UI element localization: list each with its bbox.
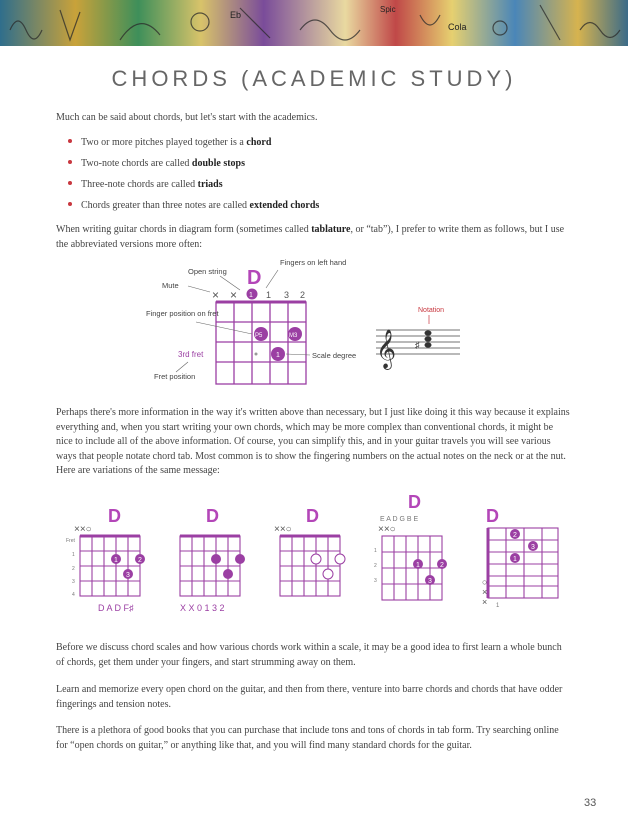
bullet-text: Three-note chords are called bbox=[81, 179, 198, 190]
bullet-text: Two-note chords are called bbox=[81, 158, 192, 169]
closing-paragraph-2: Learn and memorize every open chord on the guitar, and then from there, venture into barre chords and chords that have odder fingerings and tension notes. bbox=[56, 684, 563, 710]
explanation-paragraph: Perhaps there's more information in the way it's written above than necessary, but I just like doing it this way because it explains everything and, when you start writing your own chords, which may be more complex than conventional chords, it might be nice to include all of the above information. Of course, you can simplify this, and in your guitar travels you will see various ways that people notate chord tab. Most common is to show the fingering numbers on the actual notes on the neck or at the nut. Here are variations of the same message: bbox=[56, 407, 570, 476]
bullet-dot bbox=[68, 160, 72, 164]
variation-4 bbox=[374, 494, 447, 600]
variation-chord-name: D bbox=[108, 506, 121, 526]
fret-number: 3 bbox=[374, 578, 377, 584]
finger-num: 2 bbox=[513, 532, 517, 539]
finger-num: 3 bbox=[428, 578, 432, 585]
decorative-banner bbox=[0, 0, 628, 46]
banner-word-3: Spic bbox=[380, 5, 396, 14]
tab-paragraph bbox=[56, 223, 572, 252]
string-marks: ××○ bbox=[274, 524, 292, 535]
finger-num: 3 bbox=[126, 572, 130, 579]
variation-chord-name: D bbox=[206, 506, 219, 526]
banner-word-2: Cola bbox=[448, 22, 467, 32]
chord-name: D bbox=[247, 267, 262, 289]
bullet-bold: chord bbox=[246, 137, 272, 148]
variation-2 bbox=[180, 506, 245, 613]
page-title: CHORDS (ACADEMIC STUDY) bbox=[111, 66, 517, 91]
callout-fret-position: Fret position bbox=[154, 372, 196, 381]
bullet-text: Chords greater than three notes are called bbox=[81, 200, 250, 211]
finger-dot bbox=[223, 569, 233, 579]
finger-num: 3 bbox=[531, 544, 535, 551]
sharp-icon: ♯ bbox=[415, 340, 420, 350]
bullet-bold: triads bbox=[197, 179, 223, 190]
finger-num: 2 bbox=[440, 562, 444, 569]
open-dot bbox=[335, 554, 345, 564]
mute-mark: × bbox=[230, 288, 238, 302]
music-staff bbox=[376, 330, 460, 370]
finger-num: 1 bbox=[114, 557, 118, 564]
intro-text: Much can be said about chords, but let's start with the academics. bbox=[56, 112, 318, 123]
fret-marker bbox=[255, 353, 258, 356]
top-finger-num: 2 bbox=[300, 290, 306, 300]
notation-label: Notation bbox=[418, 307, 445, 314]
bullet-dot bbox=[68, 139, 72, 143]
string-names: E A D G B E bbox=[380, 516, 419, 523]
variation-chord-name: D bbox=[306, 506, 319, 526]
chord-diagram-annotated bbox=[140, 258, 480, 394]
variation-3 bbox=[274, 506, 345, 596]
bullet-bold: extended chords bbox=[249, 200, 320, 211]
banner-word-1: Eb bbox=[230, 10, 242, 20]
bullet-bold: double stops bbox=[191, 158, 245, 169]
top-finger-num: 1 bbox=[266, 290, 272, 300]
closing-paragraph-1: Before we discuss chord scales and how various chords work within a scale, it may be a good idea to first learn a whole bunch of chords, get them under your fingers, and start strumming away on them. bbox=[56, 642, 562, 668]
fret-number: 1 bbox=[72, 552, 75, 558]
fret-label: 1 bbox=[496, 603, 500, 609]
fret-number: Fret bbox=[66, 538, 75, 544]
finger-num: 2 bbox=[138, 557, 142, 564]
fingering-numbers: X X 0 1 3 2 bbox=[180, 603, 225, 613]
finger-num: 1 bbox=[416, 562, 420, 569]
callout-open-string: Open string bbox=[188, 267, 227, 276]
bullet-item bbox=[68, 199, 319, 213]
callout-fret: 3rd fret bbox=[178, 350, 204, 359]
variation-1 bbox=[66, 506, 145, 613]
note-names: D A D F♯ bbox=[98, 603, 134, 613]
finger-dot bbox=[211, 554, 221, 564]
fret-number: 2 bbox=[374, 563, 377, 569]
note-icon bbox=[425, 342, 432, 347]
open-dot bbox=[323, 569, 333, 579]
variation-chord-name: D bbox=[486, 506, 499, 526]
mute-mark: × bbox=[482, 587, 488, 597]
dot-label: 1 bbox=[276, 352, 280, 359]
bullet-text: Two or more pitches played together is a bbox=[81, 137, 247, 148]
tab-para-bold: tablature bbox=[311, 224, 351, 235]
bullet-item bbox=[68, 157, 245, 171]
open-finger-num: 1 bbox=[249, 292, 253, 299]
callout-finger-position: Finger position on fret bbox=[146, 309, 219, 318]
string-marks: ××○ bbox=[74, 524, 92, 535]
open-mark: ○ bbox=[482, 577, 488, 587]
dot-label: M3 bbox=[289, 333, 298, 339]
fret-number: 4 bbox=[72, 592, 75, 598]
finger-dot bbox=[235, 554, 245, 564]
fret-number: 1 bbox=[374, 548, 377, 554]
dot-label: P5 bbox=[255, 333, 263, 339]
bullet-item bbox=[68, 136, 271, 150]
tab-para-pre: When writing guitar chords in diagram form (sometimes called bbox=[56, 224, 312, 235]
open-dot bbox=[311, 554, 321, 564]
treble-clef-icon: 𝄞 bbox=[376, 330, 397, 368]
chord-variations bbox=[56, 494, 572, 618]
closing-paragraph-3: There is a plethora of good books that you can purchase that include tons and tons of chords in tab form. Try searching online for “open chords on guitar,” or anything like that, and you will find many standard chords for the guitar. bbox=[56, 725, 559, 751]
mute-mark: × bbox=[212, 288, 220, 302]
bullet-dot bbox=[68, 202, 72, 206]
finger-num: 1 bbox=[513, 556, 517, 563]
note-icon bbox=[425, 336, 432, 341]
banner-art bbox=[0, 0, 628, 46]
bullet-item bbox=[68, 178, 223, 192]
variation-5-horizontal bbox=[482, 506, 558, 609]
tab-para-post: , or “tab”), I prefer to write them as follows, but I use the abbreviated versions more often: bbox=[56, 224, 565, 250]
top-finger-num: 3 bbox=[284, 290, 290, 300]
fret-number: 3 bbox=[72, 579, 75, 585]
callout-fingers: Fingers on left hand bbox=[280, 258, 347, 267]
callout-scale-degree: Scale degree bbox=[312, 351, 357, 360]
variation-chord-name: D bbox=[408, 494, 421, 512]
string-marks: ××○ bbox=[378, 524, 396, 535]
callout-mute: Mute bbox=[162, 281, 179, 290]
fret-number: 2 bbox=[72, 566, 75, 572]
note-icon bbox=[425, 330, 432, 335]
page-number: 33 bbox=[584, 797, 597, 809]
bullet-dot bbox=[68, 181, 72, 185]
mute-mark: × bbox=[482, 597, 488, 607]
